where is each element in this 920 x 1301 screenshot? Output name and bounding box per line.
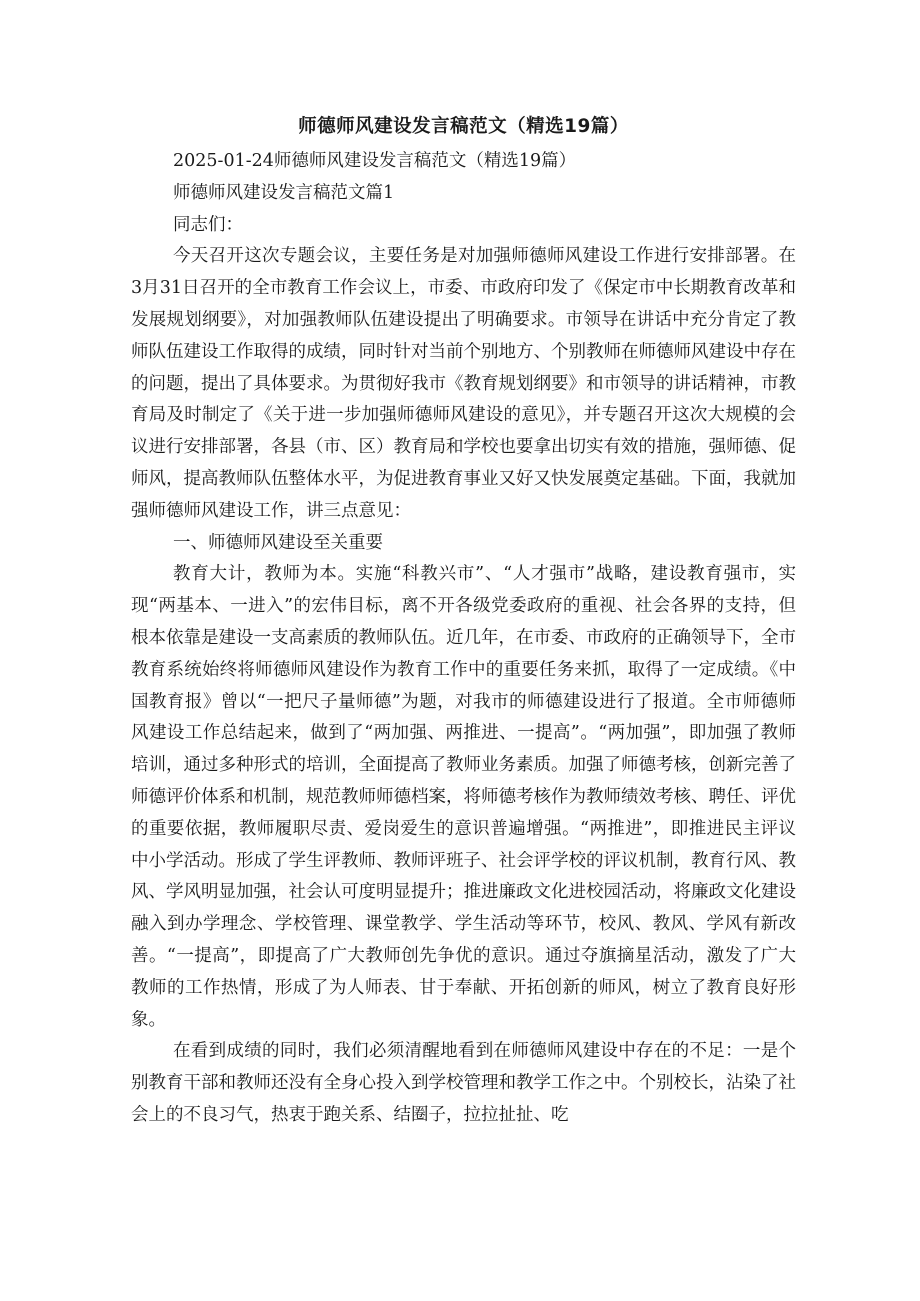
document-meta-line: 2025-01-24师德师风建设发言稿范文（精选19篇） <box>173 151 577 171</box>
paragraph-shortcomings: 在看到成绩的同时，我们必须清醒地看到在师德师风建设中存在的不足：一是个别教育干部和教师还没有全身心投入到学校管理和教学工作之中。个别校长，沾染了社会上的不良习气，热衷于跑关系、结圈子，拉拉扯扯、吃 <box>131 1041 796 1125</box>
document-title: 师德师风建设发言稿范文（精选19篇） <box>298 116 629 137</box>
document-page <box>131 112 796 1132</box>
section-heading: 师德师风建设发言稿范文篇1 <box>173 182 395 203</box>
subheading-one: 一、师德师风建设至关重要 <box>173 532 383 553</box>
greeting: 同志们： <box>173 214 243 235</box>
paragraph-intro: 今天召开这次专题会议，主要任务是对加强师德师风建设工作进行安排部署。在3月31日召开的全市教育工作会议上，市委、市政府印发了《保定市中长期教育改革和发展规划纲要》，对加强教师队伍建设提出了明确要求。市领导在讲话中充分肯定了教师队伍建设工作取得的成绩，同时针对当前个别地方、个别教师在师德师风建设中存在的问题，提出了具体要求。为贯彻好我市《教育规划纲要》和市领导的讲话精神，市教育局及时制定了《关于进一步加强师德师风建设的意见》，并专题召开这次大规模的会议进行安排部署，各县（市、区）教育局和学校也要拿出切实有效的措施，强师德、促师风，提高教师队伍整体水平，为促进教育事业又好又快发展奠定基础。下面，我就加强师德师风建设工作，讲三点意见： <box>131 246 796 521</box>
paragraph-achievements: 教育大计，教师为本。实施“科教兴市”、“人才强市”战略，建设教育强市，实现“两基本、一进入”的宏伟目标，离不开各级党委政府的重视、社会各界的支持，但根本依靠是建设一支高素质的教师队伍。近几年，在市委、市政府的正确领导下，全市教育系统始终将师德师风建设作为教育工作中的重要任务来抓，取得了一定成绩。《中国教育报》曾以“一把尺子量师德”为题，对我市的师德建设进行了报道。全市师德师风建设工作总结起来，做到了“两加强、两推进、一提高”。“两加强”，即加强了教师培训，通过多种形式的培训，全面提高了教师业务素质。加强了师德考核，创新完善了师德评价体系和机制，规范教师师德档案，将师德考核作为教师绩效考核、聘任、评优的重要依据，教师履职尽责、爱岗爱生的意识普遍增强。“两推进”，即推进民主评议中小学活动。形成了学生评教师、教师评班子、社会评学校的评议机制，教育行风、教风、学风明显加强，社会认可度明显提升；推进廉政文化进校园活动，将廉政文化建设融入到办学理念、学校管理、课堂教学、学生活动等环节，校风、教风、学风有新改善。“一提高”，即提高了广大教师创先争优的意识。通过夺旗摘星活动，激发了广大教师的工作热情，形成了为人师表、甘于奉献、开拓创新的师风，树立了教育良好形象。 <box>131 564 796 1030</box>
